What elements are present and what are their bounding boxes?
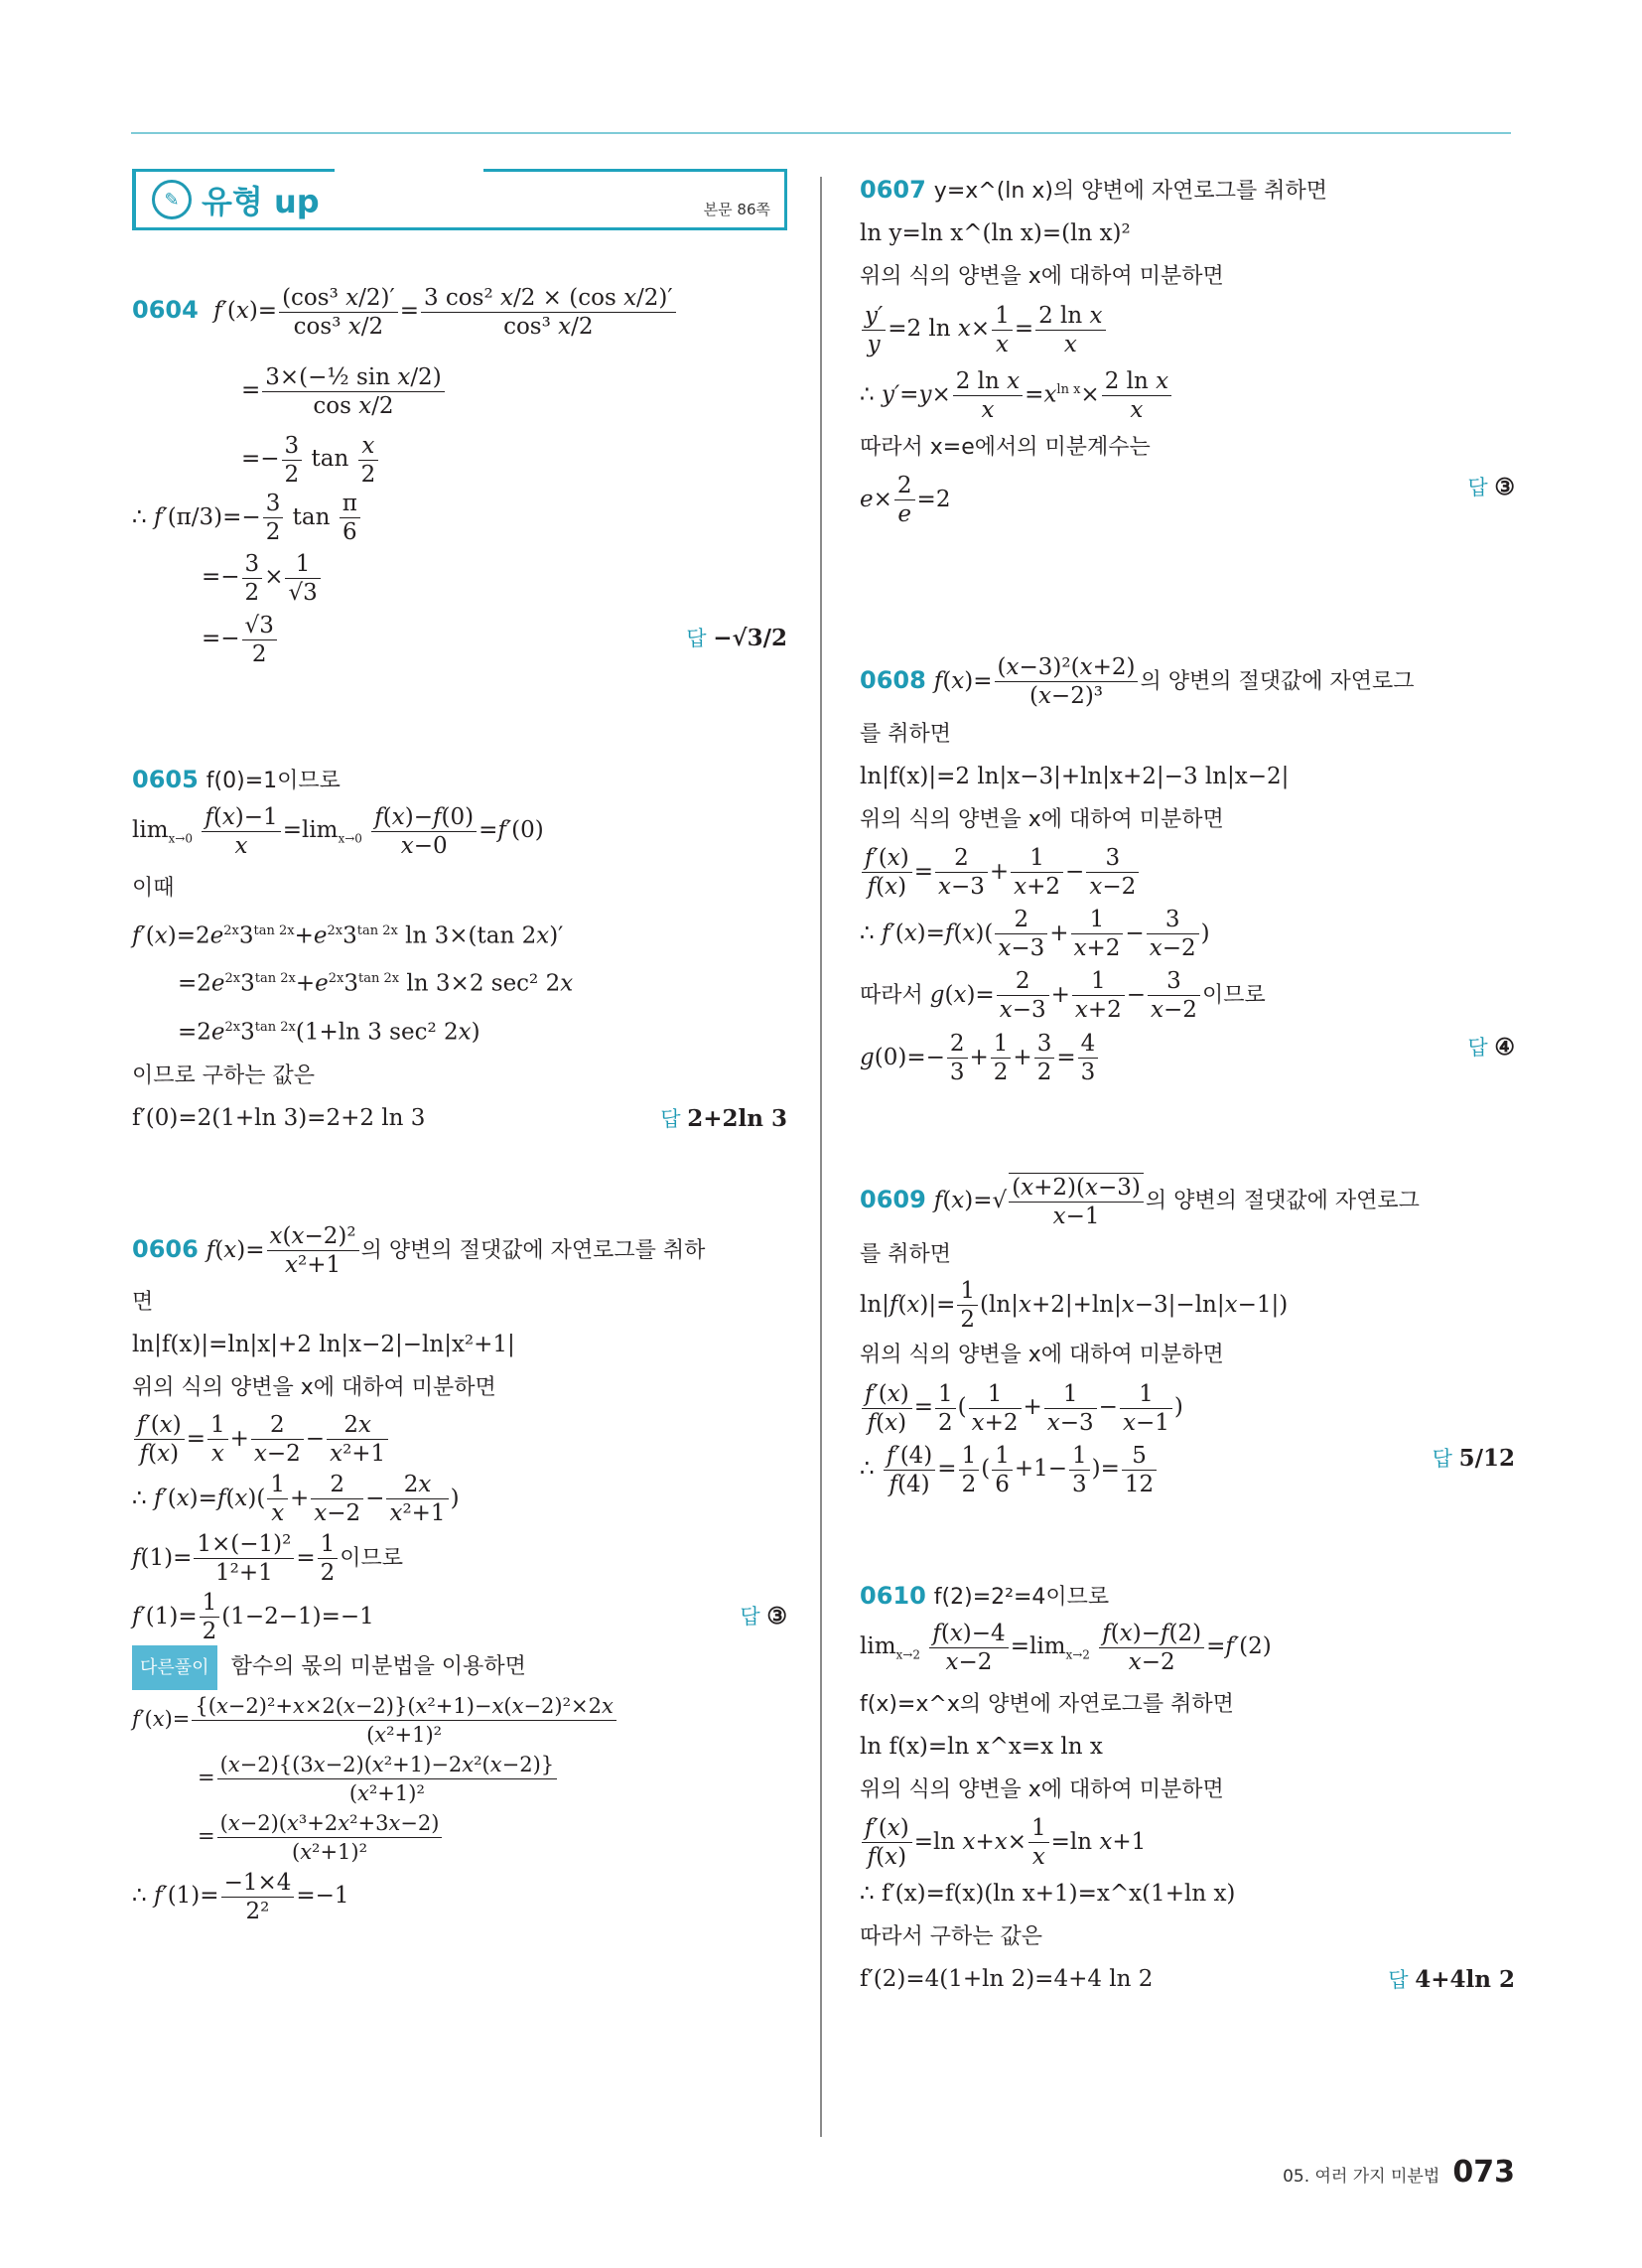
answer-0605: 답 2+2ln 3 <box>660 1104 787 1132</box>
problem-0606: 0606 f(x)= $\frac{\text{x(x−2)²}}{\text{x²+1}}$ 의 양변의 절댓값에 자연로그를 취하 면 ln|f(x)|=ln|x|+2 ln|x−2|−ln|x²+1| 위의 식의 양변을 x에 대하여 미분하면 $\frac{f'(x)}{f(x)}$ = $\frac{1}{x}$ + $\frac{2}{x-2}$ − $\frac{2x}{\text{x²+1}}$ ∴ f′(x)=f(x)( $\frac{1}{x}$ + $\frac{2}{x-2}$ − $\frac{2x}{\text{x²+1}}$ ) f(1)= $\frac{\text{1×(−1)²}}{\text{1²+1}}$ = $\frac{1}{2}$ 이므로 f′(1)= $\frac{1}{2}$ (1−2−1)=−1 답 ③ 다른풀이 함수의 몫의 미분법을 이용하면 f′(x)= $\frac{\text{\{(x−2)²+x×2(x−2)\}(x²+1)−x(x−2)²×2x}}{\text{(x²+1)²}}$ = $\frac{\text{(x−2)\{(3x−2)(x²+1)−2x²(x−2)\}}}{\text{(x²+1)²}}$ = $\frac{\text{(x−2)(x³+2x²+3x−2)}}{\text{(x²+1)²}}$ ∴ f′(1)= $\frac{-1\times 4}{\text{2²}}$ =−1 <box>132 1223 787 1924</box>
fraction: $\frac{3}{2}$ <box>263 490 284 546</box>
fraction: $\frac{1}{√3}$ <box>285 550 320 607</box>
fraction: $\frac{\text{3 cos² x/2 × (cos x/2)′}}{\text{cos³ x/2}}$ <box>421 284 676 341</box>
top-rule <box>131 132 1511 134</box>
fraction: $\frac{√3}{2}$ <box>242 612 277 668</box>
problem-number: 0609 <box>860 1185 926 1213</box>
problem-0610: 0610 f(2)=2²=4이므로 $\lim_{x\to 2}$ $\frac{f(x)-4}{x-2}$ $=\lim_{x\to 2}$ $\frac{f(x)-f(2)}{x-2}$ =f′(2) f(x)=x^x의 양변에 자연로그를 취하면 ln f(x)=ln x^x=x ln x 위의 식의 양변을 x에 대하여 미분하면 $\frac{f'(x)}{f(x)}$ =ln x+x× $\frac{1}{x}$ =ln x+1 ∴ f′(x)=f(x)(ln x+1)=x^x(1+ln x) 따라서 구하는 값은 f′(2)=4(1+ln 2)=4+4 ln 2 답 4+4ln 2 <box>860 1575 1515 2001</box>
column-divider <box>820 177 822 2137</box>
problem-0605: 0605 f(0)=1이므로 $\lim_{x\to 0}$ $\frac{f(x)-1}{x}$ $=\lim_{x\to 0}$ $\frac{f(x)-f(0)}{x-0}$ =f′(0) 이때 $f'(x)=2e^{2x}3^{tan 2x}+e^{2x}3^{tan 2x}$ ln 3×(tan 2x)′ $=2e^{2x}3^{tan 2x}+e^{2x}3^{tan 2x}$ ln 3×2 sec² 2x $=2e^{2x}3^{tan 2x}(1+\ln$ 3 sec² 2x) 이므로 구하는 값은 f′(0)=2(1+ln 3)=2+2 ln 3 답 2+2ln 3 <box>132 759 787 1140</box>
fraction: $\frac{\text{x(x−2)²}}{\text{x²+1}}$ <box>267 1222 359 1279</box>
answer-0609: 답 5/12 <box>1432 1445 1515 1473</box>
answer-0606: 답 ③ <box>740 1602 787 1630</box>
answer-0610: 답 4+4ln 2 <box>1388 1965 1515 1993</box>
fraction: $\frac{3}{2}$ <box>242 550 263 607</box>
note-icon: ✎ <box>152 180 192 219</box>
fraction: $\frac{\text{3×(−½ sin x/2)}}{\text{cos x/2}}$ <box>262 363 444 420</box>
page-number: 073 <box>1452 2155 1515 2190</box>
problem-0604: 0604 f′(x)= $\frac{\text{(cos³ x/2)′}}{\text{cos³ x/2}}$ = $\frac{\text{3 cos² x/2 × (cos x/2)′}}{\text{cos³ x/2}}$ = $\frac{\text{3×(−½ sin x/2)}}{\text{cos x/2}}$ =− $\frac{3}{2}$ tan $\frac{x}{2}$ ∴ f′(π/3)=− $\frac{3}{2}$ tan $\frac{\pi}{6}$ =− $\frac{3}{2}$ × $\frac{1}{√3}$ =− $\frac{√3}{2}$ 답 −√3/2 <box>132 270 787 669</box>
fraction: $\frac{\pi}{6}$ <box>340 490 360 546</box>
answer-0604: 답 −√3/2 <box>686 625 787 651</box>
fraction: $\frac{f(x)-f(0)}{x-0}$ <box>371 803 477 860</box>
section-title: 유형 up <box>202 183 320 220</box>
section-ref: 본문 86쪽 <box>703 201 770 218</box>
answer-0607: 답 ③ <box>1467 473 1515 500</box>
fraction: $\frac{\text{(cos³ x/2)′}}{\text{cos³ x/2}}$ <box>279 284 398 341</box>
chapter-label: 05. 여러 가지 미분법 <box>1283 2167 1440 2187</box>
problem-number: 0604 <box>132 296 199 324</box>
fraction: $\frac{f(x)-1}{x}$ <box>202 803 280 860</box>
problem-number: 0608 <box>860 665 926 694</box>
fraction: $\frac{x}{2}$ <box>358 432 379 489</box>
problem-0608: 0608 f(x)= $\frac{\text{(x−3)²(x+2)}}{\text{(x−2)³}}$ 의 양변의 절댓값에 자연로그 를 취하면 ln|f(x)|=2 ln|x−3|+ln|x+2|−3 ln|x−2| 위의 식의 양변을 x에 대하여 미분하면 $\frac{f'(x)}{f(x)}$ = $\frac{2}{x-3}$ + $\frac{1}{x+2}$ − $\frac{3}{x-2}$ ∴ f′(x)=f(x)( $\frac{2}{x-3}$ + $\frac{1}{x+2}$ − $\frac{3}{x-2}$ ) 따라서 g(x)= $\frac{2}{x-3}$ + $\frac{1}{x+2}$ − $\frac{3}{x-2}$ 이므로 g(0)=− $\frac{2}{3}$ + $\frac{1}{2}$ + $\frac{3}{2}$ = $\frac{4}{3}$ 답 ④ <box>860 654 1515 1086</box>
right-column <box>860 169 1515 2001</box>
problem-0609: 0609 f(x)=√ $\frac{(x+2)(x-3)}{x-1}$ 의 양변의 절댓값에 자연로그 를 취하면 ln|f(x)|= $\frac{1}{2}$ (ln|x+2|+ln|x−3|−ln|x−1|) 위의 식의 양변을 x에 대하여 미분하면 $\frac{f'(x)}{f(x)}$ = $\frac{1}{2}$ ( $\frac{1}{x+2}$ + $\frac{1}{x-3}$ − $\frac{1}{x-1}$ ) ∴ $\frac{f'(4)}{f(4)}$ = $\frac{1}{2}$ ( $\frac{1}{6}$ +1− $\frac{1}{3}$ )= $\frac{5}{12}$ 답 5/12 <box>860 1174 1515 1497</box>
page-footer <box>1283 2155 1515 2190</box>
problem-number: 0606 <box>132 1234 199 1263</box>
problem-number: 0607 <box>860 176 926 204</box>
problem-number: 0605 <box>132 766 199 793</box>
left-column <box>132 169 787 1925</box>
problem-0607: 0607 y=x^(ln x)의 양변에 자연로그를 취하면 ln y=ln x^(ln x)=(ln x)² 위의 식의 양변을 x에 대하여 미분하면 $\frac{y'}{y}$ =2 ln x× $\frac{1}{x}$ = $\frac{\text{2 ln x}}{x}$ ∴ y′=y× $\frac{\text{2 ln x}}{x}$ $=x^{ln x}\times$ $\frac{\text{2 ln x}}{x}$ 따라서 x=e에서의 미분계수는 e× $\frac{2}{e}$ =2 답 ③ <box>860 176 1515 528</box>
problem-number: 0610 <box>860 1582 926 1611</box>
alt-solution-tag: 다른풀이 <box>132 1645 217 1690</box>
answer-0608: 답 ④ <box>1467 1033 1515 1061</box>
section-header-box <box>132 169 787 230</box>
fraction: $\frac{3}{2}$ <box>282 432 303 489</box>
